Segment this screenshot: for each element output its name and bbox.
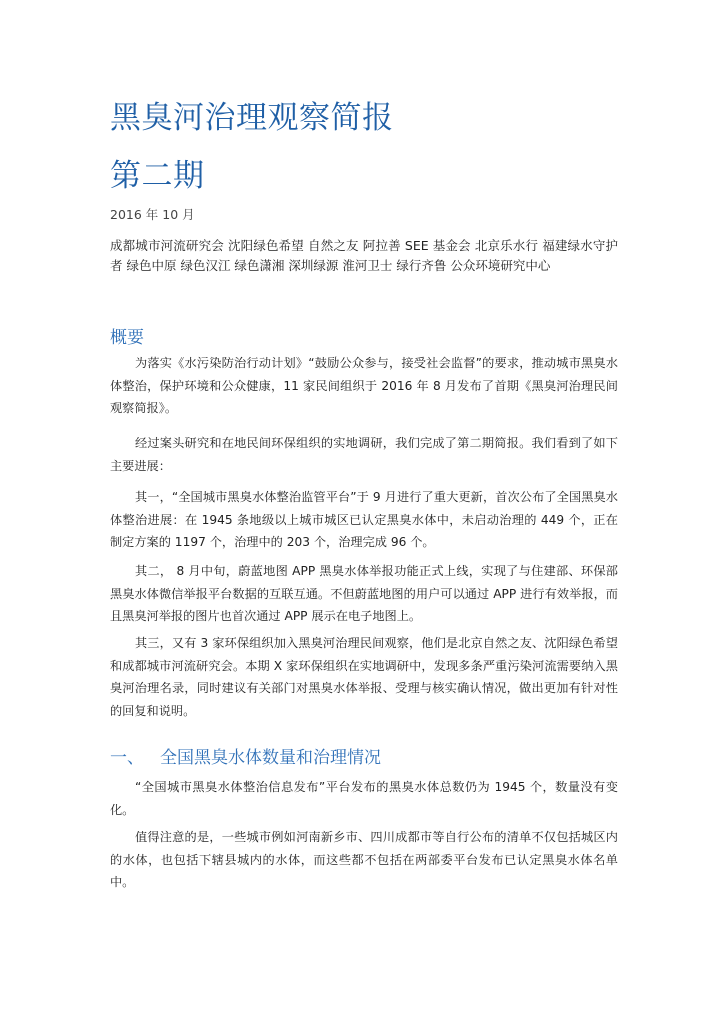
summary-paragraph-3: 其一，“全国城市黑臭水体整治监管平台”于 9 月进行了重大更新，首次公布了全国黑臭水体整治进展：在 1945 条地级以上城市城区已认定黑臭水体中，未启动治理的 449 个，正在制定方案的 1197 个，治理中的 203 个，治理完成 96 个。 <box>110 490 618 549</box>
document-issue: 第二期 <box>110 158 205 194</box>
organization-list: 成都城市河流研究会 沈阳绿色希望 自然之友 阿拉善 SEE 基金会 北京乐水行 福建绿水守护者 绿色中原 绿色汉江 绿色潇湘 深圳绿源 淮河卫士 绿行齐鲁 公众环境研究中心 <box>110 238 618 273</box>
summary-paragraph-4: 其二， 8 月中旬，蔚蓝地图 APP 黑臭水体举报功能正式上线，实现了与住建部、环保部黑臭水体微信举报平台数据的互联互通。不但蔚蓝地图的用户可以通过 APP 进行有效举报，而且黑臭河举报的图片也首次通过 APP 展示在电子地图上。 <box>110 564 618 623</box>
summary-paragraph-2: 经过案头研究和在地民间环保组织的实地调研，我们完成了第二期简报。我们看到了如下主要进展： <box>110 436 618 473</box>
section-1-paragraph-1: “全国城市黑臭水体整治信息发布”平台发布的黑臭水体总数仍为 1945 个，数量没有变化。 <box>110 780 618 817</box>
section-1-title: 全国黑臭水体数量和治理情况 <box>160 748 381 768</box>
section-1-number: 一、 <box>110 748 144 768</box>
summary-paragraph-1: 为落实《水污染防治行动计划》“鼓励公众参与，接受社会监督”的要求，推动城市黑臭水体整治，保护环境和公众健康，11 家民间组织于 2016 年 8 月发布了首期《黑臭河治理民间观察简报》。 <box>110 356 618 415</box>
summary-heading: 概要 <box>110 328 144 348</box>
publish-date: 2016 年 10 月 <box>110 207 195 222</box>
summary-paragraph-5: 其三，又有 3 家环保组织加入黑臭河治理民间观察，他们是北京自然之友、沈阳绿色希望和成都城市河流研究会。本期 X 家环保组织在实地调研中，发现多条严重污染河流需要纳入黑臭河治理名录，同时建议有关部门对黑臭水体举报、受理与核实确认情况，做出更加有针对性的回复和说明。 <box>110 636 618 718</box>
section-1-heading <box>110 746 381 770</box>
document-title: 黑臭河治理观察简报 <box>110 100 394 136</box>
section-1-paragraph-2: 值得注意的是，一些城市例如河南新乡市、四川成都市等自行公布的清单不仅包括城区内的水体，也包括下辖县城内的水体，而这些都不包括在两部委平台发布已认定黑臭水体名单中。 <box>110 830 618 889</box>
